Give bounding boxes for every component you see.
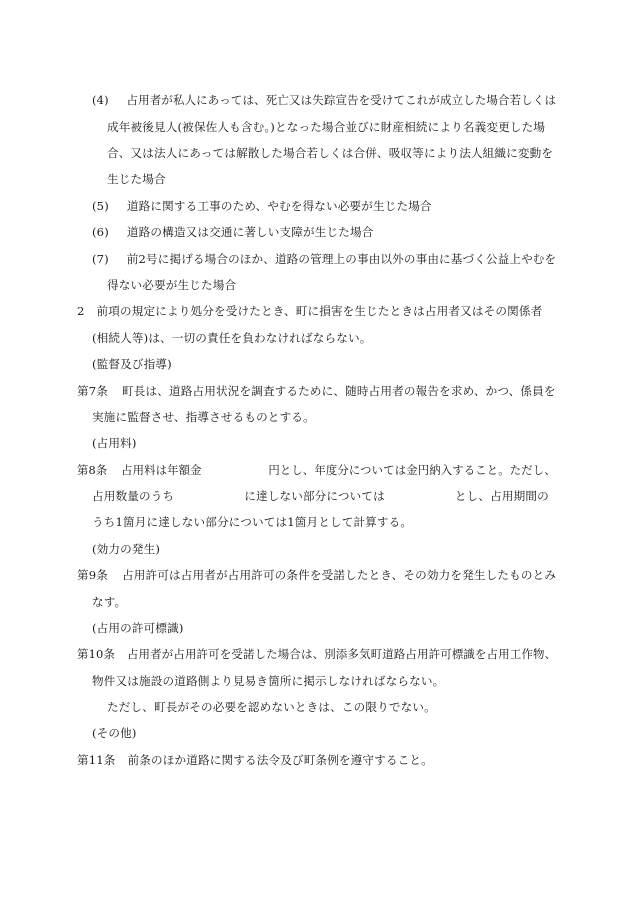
item-4-line-4: 生じた場合 [107, 172, 166, 186]
paragraph-text: 前項の規定により処分を受けたとき、町に損害を生じたときは占用者又はその関係者 [96, 304, 543, 318]
item-number: (5) [92, 199, 109, 213]
article-10-line-1 [77, 649, 556, 661]
article-9-line-2: なす。 [92, 595, 127, 609]
article-text: とし、占用期間の [454, 489, 549, 503]
item-4-line-2: 成年被後見人(被保佐人も含む。)となった場合並びに財産相続により名義変更した場 [107, 120, 546, 134]
item-4-line-3: 合、又は法人にあっては解散した場合若しくは合併、吸収等により法人組織に変動を [107, 146, 554, 160]
article-10-line-2: 物件又は施設の道路側より見易き箇所に掲示しなければならない。 [92, 674, 445, 688]
article-9-line-1 [77, 570, 556, 582]
item-text: 道路に関する工事のため、やむを得ない必要が生じた場合 [126, 199, 432, 213]
article-8-caption: (占用料) [92, 436, 137, 450]
article-number: 第10条 [77, 647, 116, 661]
item-number: (4) [92, 93, 109, 107]
article-text: 占用許可は占用者が占用許可の条件を受諾したとき、その効力を発生したものとみ [122, 568, 557, 582]
article-text: 占用数量のうち [92, 489, 175, 503]
article-number: 第7条 [77, 384, 109, 398]
article-10-caption: (占用の許可標識) [92, 621, 184, 635]
paragraph-2-line-1 [77, 306, 542, 318]
item-5-line-1 [92, 201, 432, 213]
article-text: 町長は、道路占用状況を調査するために、随時占用者の報告を求め、かつ、係員を [122, 384, 556, 398]
item-6-line-1 [92, 227, 374, 239]
item-7-line-2: 得ない必要が生じた場合 [107, 278, 237, 292]
item-text: 占用者が私人にあっては、死亡又は失踪宣告を受けてこれが成立した場合若しくは [126, 93, 557, 107]
article-number: 第8条 [77, 463, 108, 477]
article-11-caption: (その他) [92, 726, 137, 740]
article-11-line-1 [77, 755, 433, 767]
article-text: 占用者が占用許可を受諾した場合は、別添多気町道路占用許可標識を占用工作物、 [126, 647, 557, 661]
article-text: 円とし、年度分については金円納入すること。ただし、 [268, 463, 556, 477]
article-text: に達しない部分については [244, 489, 385, 503]
paragraph-number: 2 [77, 304, 85, 318]
item-number: (7) [92, 252, 109, 266]
article-number: 第11条 [77, 753, 116, 767]
article-10-line-3: ただし、町長がその必要を認めないときは、この限りでない。 [107, 700, 436, 714]
article-text: 占用料は年額金 [121, 463, 202, 477]
item-7-line-1 [92, 254, 556, 266]
article-8-line-1 [77, 465, 556, 477]
paragraph-2-line-2: (相続人等)は、一切の責任を負わなければならない。 [92, 331, 372, 345]
article-7-line-2: 実施に監督させ、指導させるものとする。 [92, 410, 315, 424]
article-8-line-3: うち1箇月に達しない部分については1箇月として計算する。 [92, 515, 413, 529]
article-number: 第9条 [77, 568, 109, 582]
item-4-line-1 [92, 95, 556, 107]
article-8-line-2 [92, 491, 549, 503]
article-9-caption: (効力の発生) [92, 542, 161, 556]
item-text: 前2号に掲げる場合のほか、道路の管理上の事由以外の事由に基づく公益上やむを [126, 252, 557, 266]
article-7-caption: (監督及び指導) [92, 357, 172, 371]
article-7-line-1 [77, 386, 556, 398]
item-number: (6) [92, 225, 109, 239]
item-text: 道路の構造又は交通に著しい支障が生じた場合 [126, 225, 374, 239]
article-text: 前条のほか道路に関する法令及び町条例を遵守すること。 [127, 753, 433, 767]
